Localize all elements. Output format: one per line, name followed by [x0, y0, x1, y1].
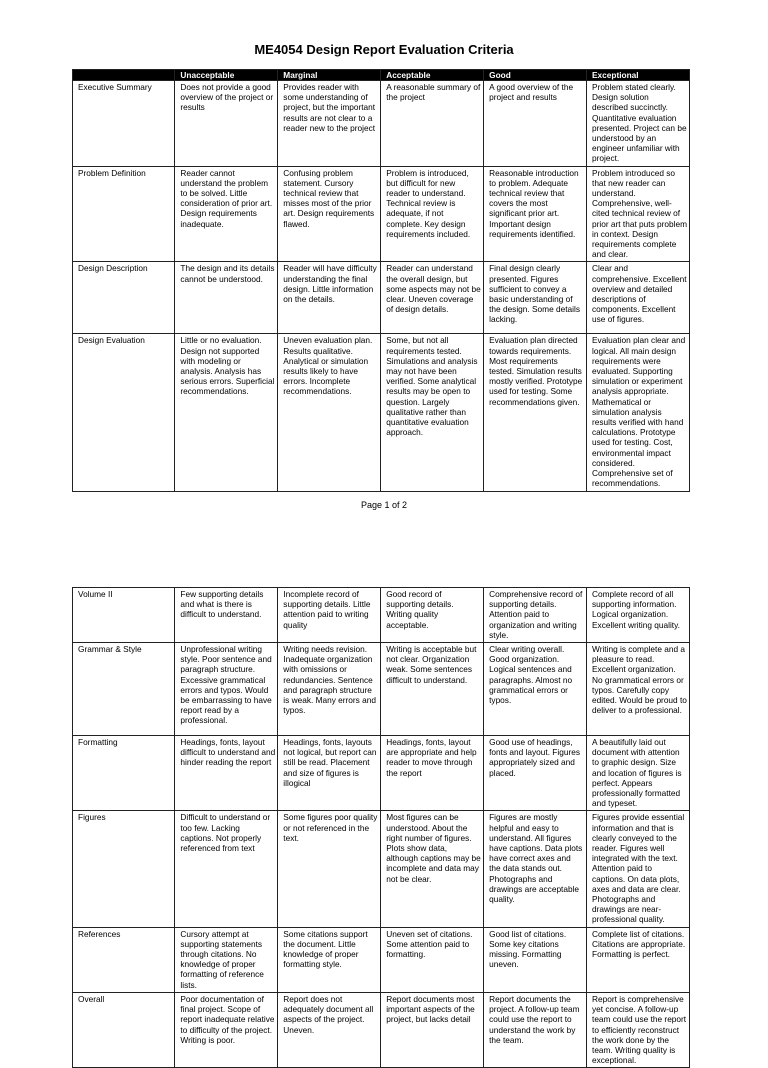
table-row [73, 992, 690, 1067]
cell-exceptional: Problem stated clearly. Design solution described succinctly. Quantitative evaluation presented. Project can be understood by an engineer unfamiliar with project. [587, 81, 690, 167]
cell-acceptable: A reasonable summary of the project [381, 81, 484, 167]
cell-exceptional: Complete list of citations. Citations are appropriate. Formatting is perfect. [587, 927, 690, 992]
table-row [73, 166, 690, 262]
cell-marginal: Writing needs revision. Inadequate organization with omissions or redundancies. Sentence and paragraph structure is weak. Many errors and typos. [278, 643, 381, 736]
cell-exceptional: Report is comprehensive yet concise. A follow-up team could use the report to efficiently reconstruct the work done by the team. Writing quality is exceptional. [587, 992, 690, 1067]
cell-marginal: Uneven evaluation plan. Results qualitative. Analytical or simulation results likely to have errors. Incomplete recommendations. [278, 334, 381, 491]
cell-good: Evaluation plan directed towards requirements. Most requirements tested. Simulation results mostly verified. Prototype used for testing. Some recommendations given. [484, 334, 587, 491]
header-cell-acceptable: Acceptable [381, 70, 484, 81]
table-row [73, 927, 690, 992]
table-row [73, 736, 690, 811]
header-row [73, 70, 690, 81]
cell-marginal: Headings, fonts, layouts not logical, but report can still be read. Placement and size of figures is illogical [278, 736, 381, 811]
criterion-label: Executive Summary [73, 81, 175, 167]
criterion-label: Design Evaluation [73, 334, 175, 491]
header-cell-marginal: Marginal [278, 70, 381, 81]
cell-unacceptable: The design and its details cannot be understood. [175, 262, 278, 334]
cell-marginal: Some citations support the document. Little knowledge of proper formatting style. [278, 927, 381, 992]
cell-marginal: Reader will have difficulty understanding the final design. Little information on the details. [278, 262, 381, 334]
cell-unacceptable: Reader cannot understand the problem to be solved. Little consideration of prior art. Design requirements inadequate. [175, 166, 278, 262]
criterion-label: Design Description [73, 262, 175, 334]
cell-unacceptable: Few supporting details and what is there is difficult to understand. [175, 588, 278, 643]
table-row [73, 811, 690, 927]
cell-exceptional: Clear and comprehensive. Excellent overview and detailed descriptions of components. Excellent use of figures. [587, 262, 690, 334]
header-cell-unacceptable: Unacceptable [175, 70, 278, 81]
cell-acceptable: Problem is introduced, but difficult for new reader to understand. Technical review is adequate, if not complete. Key design requirements included. [381, 166, 484, 262]
document-title: ME4054 Design Report Evaluation Criteria [254, 42, 514, 57]
header-cell-exceptional: Exceptional [587, 70, 690, 81]
cell-marginal: Confusing problem statement. Cursory technical review that misses most of the prior art. Design requirements flawed. [278, 166, 381, 262]
cell-good: Reasonable introduction to problem. Adequate technical review that covers the most significant prior art. Important design requirements identified. [484, 166, 587, 262]
cell-good: Report documents the project. A follow-up team could use the report to understand the work by the team. [484, 992, 587, 1067]
cell-acceptable: Uneven set of citations. Some attention paid to formatting. [381, 927, 484, 992]
cell-exceptional: Figures provide essential information and that is clearly conveyed to the reader. Figures well integrated with the text. Attention paid to captions. On data plots, axes and data are clear. Photographs and drawings are near-professional quality. [587, 811, 690, 927]
cell-unacceptable: Poor documentation of final project. Scope of report inadequate relative to difficulty of the project. Writing is poor. [175, 992, 278, 1067]
cell-marginal: Incomplete record of supporting details. Little attention paid to writing quality [278, 588, 381, 643]
cell-unacceptable: Difficult to understand or too few. Lacking captions. Not properly referenced from text [175, 811, 278, 927]
cell-unacceptable: Unprofessional writing style. Poor sentence and paragraph structure. Excessive grammatical errors and typos. Would be embarrassing to have report read by a professional. [175, 643, 278, 736]
cell-acceptable: Writing is acceptable but not clear. Organization weak. Some sentences difficult to understand. [381, 643, 484, 736]
cell-exceptional: Evaluation plan clear and logical. All main design requirements were evaluated. Supporting simulation or experiment analysis appropriate. Mathematical or simulation analysis results verified with hand calculations. Prototype used for testing. Cost, environmental impact considered. Comprehensive set of recommendations. [587, 334, 690, 491]
criterion-label: Grammar & Style [73, 643, 175, 736]
criterion-label: References [73, 927, 175, 992]
cell-acceptable: Headings, fonts, layout are appropriate and help reader to move through the report [381, 736, 484, 811]
header-cell-good: Good [484, 70, 587, 81]
cell-acceptable: Report documents most important aspects of the project, but lacks detail [381, 992, 484, 1067]
criterion-label: Overall [73, 992, 175, 1067]
rubric-table-page-2 [72, 587, 690, 1068]
criterion-label: Problem Definition [73, 166, 175, 262]
cell-exceptional: Problem introduced so that new reader can understand. Comprehensive, well-cited technical review of prior art that puts problem in context. Design requirements complete and clear. [587, 166, 690, 262]
cell-acceptable: Most figures can be understood. About the right number of figures. Plots show data, although captions may be incomplete and data may not be clear. [381, 811, 484, 927]
cell-exceptional: A beautifully laid out document with attention to graphic design. Size and location of figures is perfect. Appears professionally formatted and typeset. [587, 736, 690, 811]
cell-acceptable: Good record of supporting details. Writing quality acceptable. [381, 588, 484, 643]
cell-marginal: Report does not adequately document all aspects of the project. Uneven. [278, 992, 381, 1067]
cell-exceptional: Complete record of all supporting information. Logical organization. Excellent writing quality. [587, 588, 690, 643]
cell-good: Good list of citations. Some key citations missing. Formatting uneven. [484, 927, 587, 992]
cell-acceptable: Some, but not all requirements tested. Simulations and analysis may not have been verified. Some analytical results may be open to question. Largely qualitative rather than quantitative evaluation approach. [381, 334, 484, 491]
cell-good: Good use of headings, fonts and layout. Figures appropriately sized and placed. [484, 736, 587, 811]
cell-good: A good overview of the project and results [484, 81, 587, 167]
table-row [73, 643, 690, 736]
cell-good: Final design clearly presented. Figures sufficient to convey a basic understanding of the design. Some details lacking. [484, 262, 587, 334]
criterion-label: Volume II [73, 588, 175, 643]
criterion-label: Formatting [73, 736, 175, 811]
cell-acceptable: Reader can understand the overall design, but some aspects may not be clear. Uneven coverage of design details. [381, 262, 484, 334]
table-row [73, 81, 690, 167]
cell-unacceptable: Does not provide a good overview of the project or results [175, 81, 278, 167]
page-number: Page 1 of 2 [360, 500, 408, 510]
cell-good: Figures are mostly helpful and easy to understand. All figures have captions. Data plots have correct axes and the data stands out. Photographs and drawings are acceptable quality. [484, 811, 587, 927]
rubric-table-page-1 [72, 69, 690, 492]
table-row [73, 262, 690, 334]
cell-good: Comprehensive record of supporting details. Attention paid to organization and writing style. [484, 588, 587, 643]
criterion-label: Figures [73, 811, 175, 927]
cell-unacceptable: Cursory attempt at supporting statements through citations. No knowledge of proper formatting of reference lists. [175, 927, 278, 992]
header-cell-blank [73, 70, 175, 81]
cell-marginal: Some figures poor quality or not referenced in the text. [278, 811, 381, 927]
cell-exceptional: Writing is complete and a pleasure to read. Excellent organization. No grammatical errors or typos. Carefully copy edited. Would be proud to deliver to a professional. [587, 643, 690, 736]
table-row [73, 334, 690, 491]
cell-good: Clear writing overall. Good organization. Logical sentences and paragraphs. Almost no grammatical errors or typos. [484, 643, 587, 736]
cell-marginal: Provides reader with some understanding of project, but the important results are not clear to a reader new to the project [278, 81, 381, 167]
cell-unacceptable: Little or no evaluation. Design not supported with modeling or analysis. Analysis has serious errors. Superficial recommendations. [175, 334, 278, 491]
cell-unacceptable: Headings, fonts, layout difficult to understand and hinder reading the report [175, 736, 278, 811]
table-row [73, 588, 690, 643]
